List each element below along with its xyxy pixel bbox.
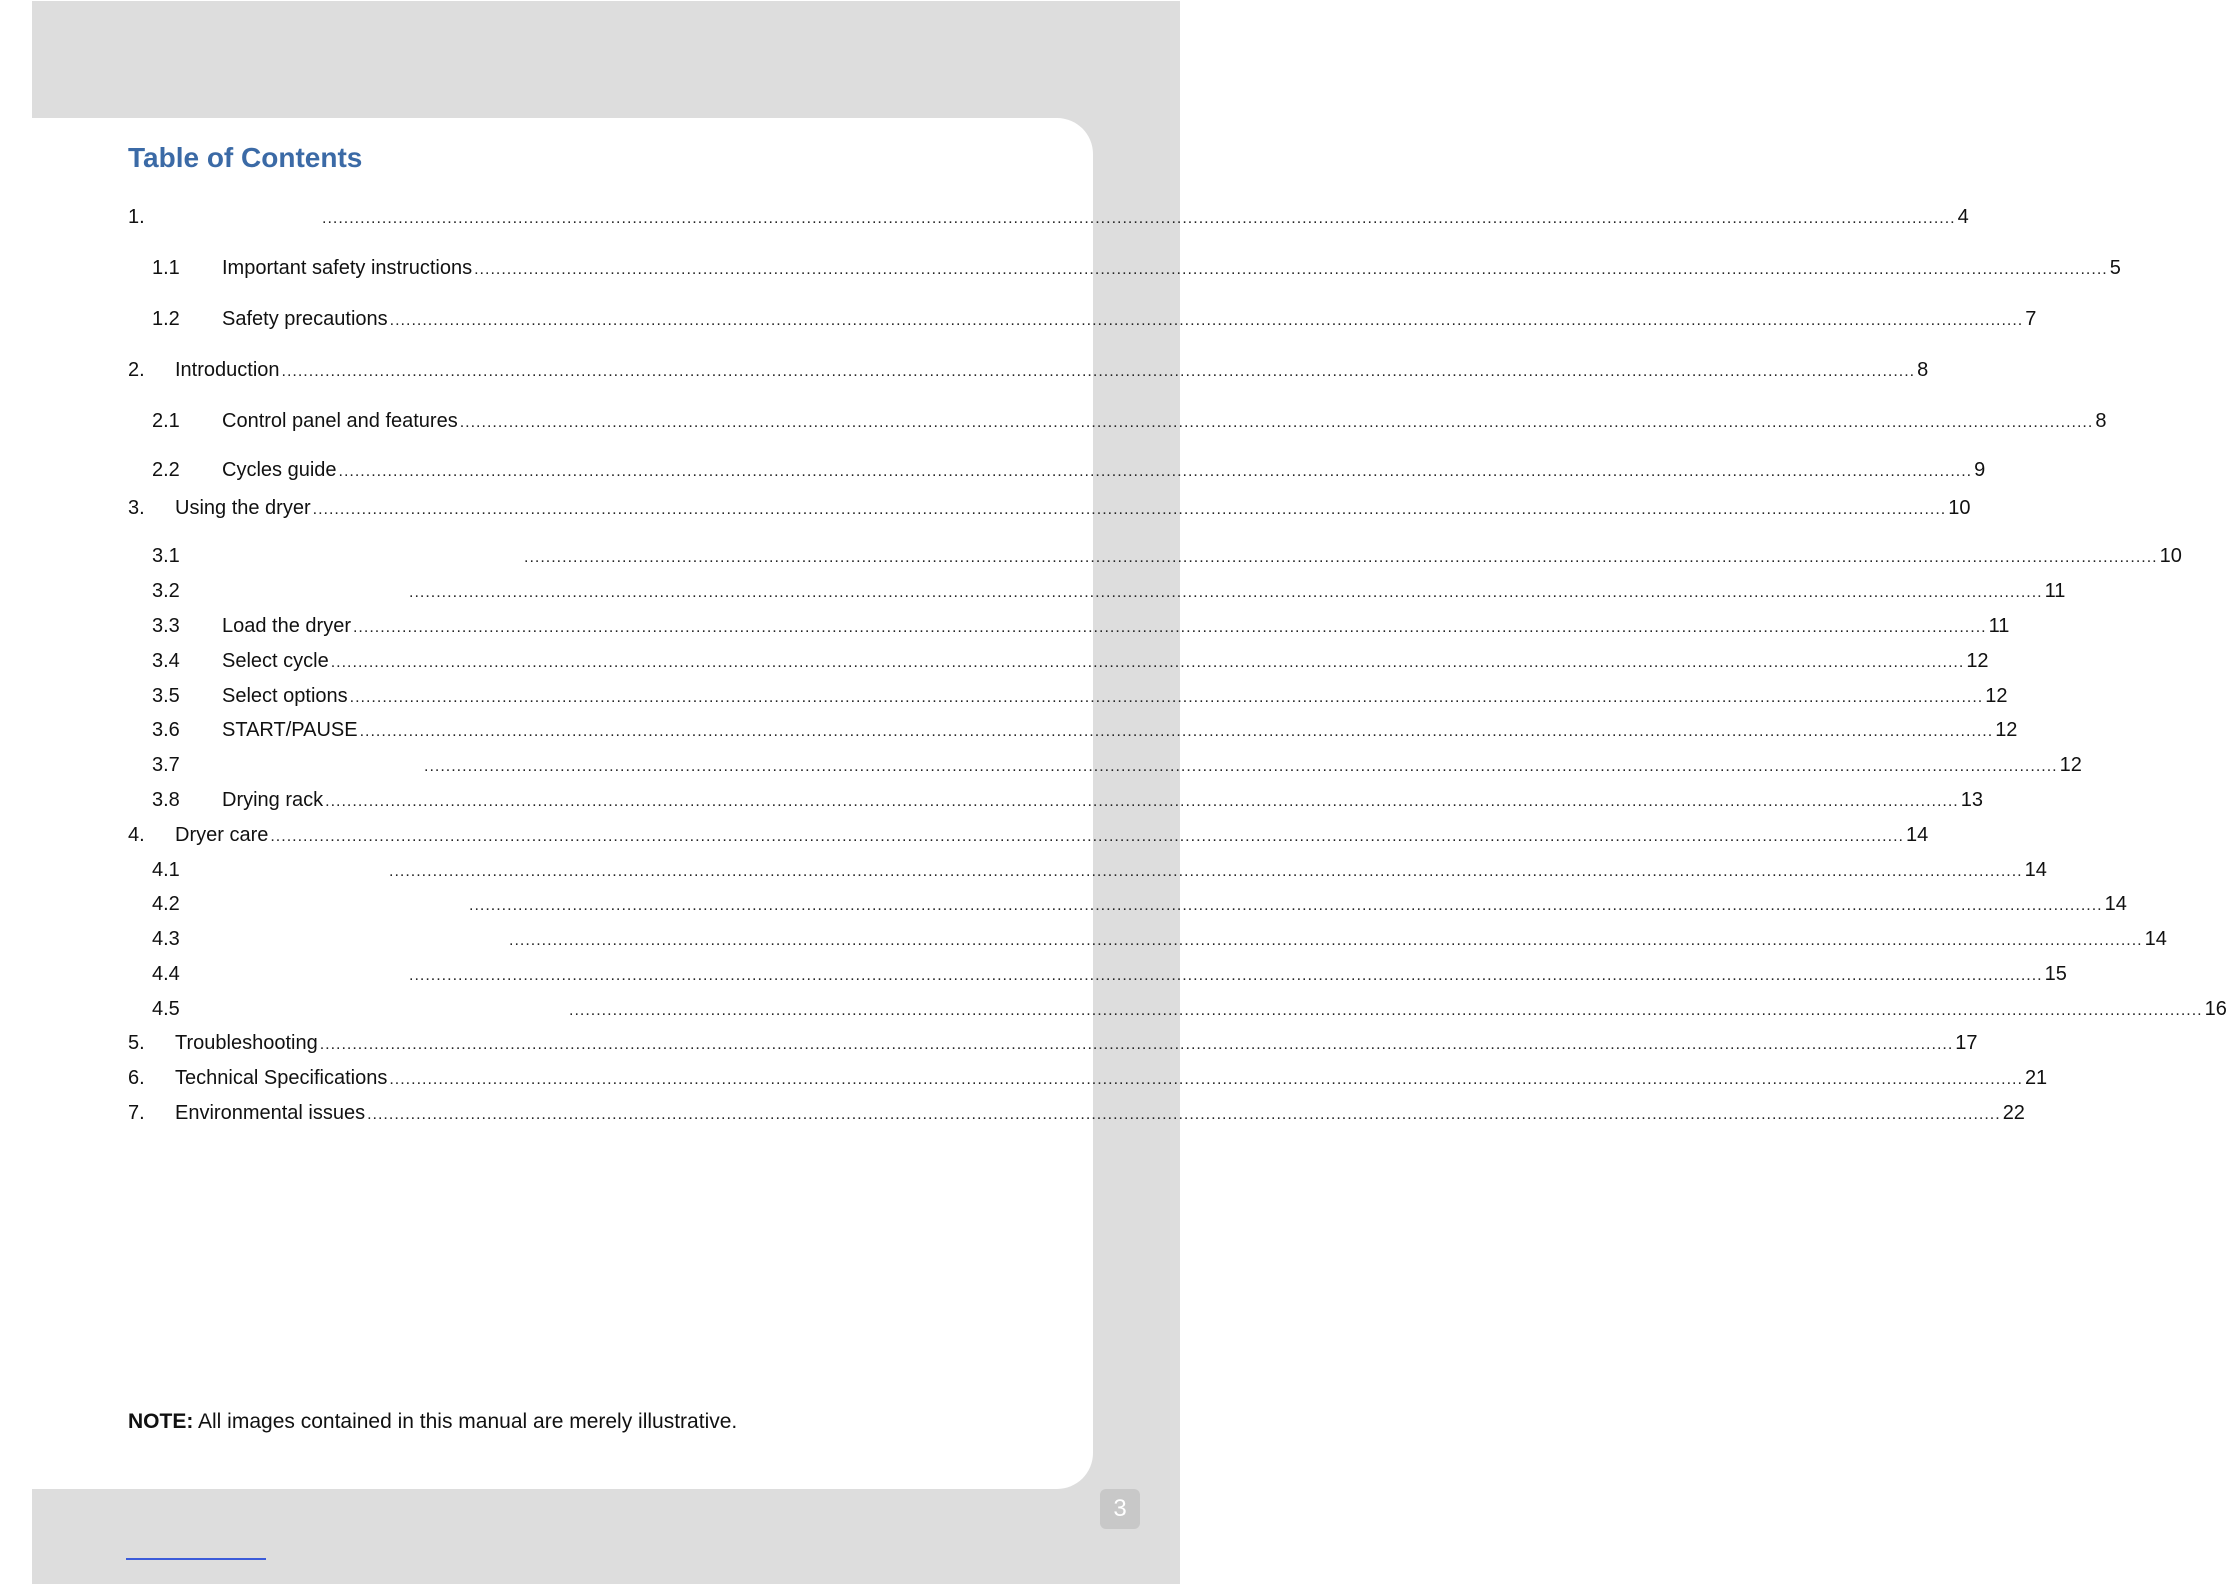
toc-number: 6. — [128, 1067, 145, 1089]
toc-entry[interactable] — [128, 995, 2227, 1023]
toc-number: 3.6 — [152, 719, 180, 741]
toc-page-number: 4 — [1957, 206, 1969, 228]
toc-entry[interactable] — [128, 542, 2182, 570]
toc-label: Dryer care — [175, 824, 269, 846]
toc-entry[interactable] — [128, 254, 2121, 282]
toc-label: Safety precautions — [222, 308, 388, 330]
toc-label: START/PAUSE — [222, 719, 358, 741]
toc-entry[interactable] — [128, 1029, 1978, 1057]
toc-leader-dots: ............................................................................................................................................................................................................................................................................................................ — [325, 793, 1959, 810]
toc-number: 4.4 — [152, 963, 180, 985]
toc-leader-dots: ............................................................................................................................................................................................................................................................................................................ — [409, 967, 2043, 984]
toc-page-number: 14 — [2144, 928, 2167, 950]
toc-page-number: 12 — [1995, 719, 2018, 741]
toc-page-number: 14 — [2104, 893, 2127, 915]
toc-entry[interactable] — [128, 890, 2127, 918]
toc-leader-dots: ............................................................................................................................................................................................................................................................................................................ — [424, 758, 2058, 775]
toc-entry[interactable] — [128, 751, 2082, 779]
toc-entry[interactable] — [128, 356, 1929, 384]
toc-entry[interactable] — [128, 612, 2010, 640]
toc-entry[interactable] — [128, 925, 2167, 953]
toc-leader-dots: ............................................................................................................................................................................................................................................................................................................ — [270, 828, 1904, 845]
toc-leader-dots: ............................................................................................................................................................................................................................................................................................................ — [330, 654, 1965, 671]
toc-number: 3.5 — [152, 685, 180, 707]
toc-number: 2.2 — [152, 459, 180, 481]
toc-page-number: 12 — [1985, 685, 2008, 707]
toc-leader-dots: ............................................................................................................................................................................................................................................................................................................ — [359, 723, 1994, 740]
toc-page-number: 16 — [2204, 998, 2227, 1020]
toc-page-number: 22 — [2002, 1102, 2025, 1124]
toc-page-number: 8 — [2095, 410, 2107, 432]
toc-label: Troubleshooting — [175, 1032, 318, 1054]
toc-page-number: 10 — [1948, 497, 1971, 519]
toc-number: 2.1 — [152, 410, 180, 432]
toc-label: Introduction — [175, 359, 280, 381]
toc-leader-dots: ............................................................................................................................................................................................................................................................................................................ — [349, 689, 1984, 706]
toc-number: 3.3 — [152, 615, 180, 637]
toc-page-number: 12 — [2059, 754, 2082, 776]
toc-page-number: 9 — [1974, 459, 1986, 481]
toc-number: 1.1 — [152, 257, 180, 279]
toc-entry[interactable] — [128, 821, 1929, 849]
toc-entry[interactable] — [128, 577, 2066, 605]
toc-leader-dots: ............................................................................................................................................................................................................................................................................................................ — [312, 501, 1947, 518]
toc-page-number: 17 — [1955, 1032, 1978, 1054]
toc-page-number: 12 — [1966, 650, 1989, 672]
toc-label: Important safety instructions — [222, 257, 473, 279]
toc-label: Drying rack — [222, 789, 324, 811]
toc-entry[interactable] — [128, 682, 2008, 710]
toc-leader-dots: ............................................................................................................................................................................................................................................................................................................ — [524, 549, 2158, 566]
toc-number: 4. — [128, 824, 145, 846]
page-number-badge: 3 — [1100, 1489, 1140, 1529]
toc-page-number: 11 — [2044, 580, 2066, 602]
toc-number: 1.2 — [152, 308, 180, 330]
toc-entry[interactable] — [128, 716, 2018, 744]
toc-label: Control panel and features — [222, 410, 458, 432]
toc-number: 5. — [128, 1032, 145, 1054]
toc-entry[interactable] — [128, 305, 2037, 333]
toc-page-number: 7 — [2025, 308, 2037, 330]
toc-entry[interactable] — [128, 856, 2047, 884]
toc-entry[interactable] — [128, 647, 1989, 675]
toc-leader-dots: ............................................................................................................................................................................................................................................................................................................ — [322, 210, 1956, 227]
toc-leader-dots: ............................................................................................................................................................................................................................................................................................................ — [389, 863, 2023, 880]
toc-number: 4.3 — [152, 928, 180, 950]
toc-leader-dots: ............................................................................................................................................................................................................................................................................................................ — [409, 584, 2043, 601]
toc-number: 3.2 — [152, 580, 180, 602]
toc-label: Load the dryer — [222, 615, 351, 637]
toc-number: 2. — [128, 359, 145, 381]
note-text: All images contained in this manual are merely illustrative. — [193, 1410, 738, 1433]
toc-page-number: 14 — [2024, 859, 2047, 881]
toc-number: 3.4 — [152, 650, 180, 672]
toc-number: 4.2 — [152, 893, 180, 915]
toc-number: 4.5 — [152, 998, 180, 1020]
toc-page-number: 14 — [1905, 824, 1929, 846]
footer-link[interactable] — [126, 1558, 266, 1560]
toc-leader-dots: ............................................................................................................................................................................................................................................................................................................ — [281, 363, 1916, 380]
toc-entry[interactable] — [128, 494, 1971, 522]
toc-number: 3.8 — [152, 789, 180, 811]
toc-entry[interactable] — [128, 786, 1983, 814]
toc-label: Using the dryer — [175, 497, 311, 519]
toc-leader-dots: ............................................................................................................................................................................................................................................................................................................ — [338, 463, 1973, 480]
toc-page-number: 10 — [2159, 545, 2182, 567]
toc-page-number: 5 — [2109, 257, 2121, 279]
toc-page-number: 15 — [2044, 963, 2067, 985]
toc-leader-dots: ............................................................................................................................................................................................................................................................................................................ — [389, 312, 2024, 329]
toc-page-number: 8 — [1917, 359, 1929, 381]
note — [128, 1410, 737, 1434]
toc-label: Select options — [222, 685, 348, 707]
toc-page-number: 13 — [1960, 789, 1983, 811]
toc-leader-dots: ............................................................................................................................................................................................................................................................................................................ — [569, 1002, 2203, 1019]
toc-leader-dots: ............................................................................................................................................................................................................................................................................................................ — [509, 932, 2143, 949]
toc-entry[interactable] — [128, 1099, 2025, 1127]
toc-entry[interactable] — [128, 407, 2107, 435]
toc-leader-dots: ............................................................................................................................................................................................................................................................................................................ — [319, 1036, 1954, 1053]
toc-label: Technical Specifications — [175, 1067, 388, 1089]
toc-leader-dots: ............................................................................................................................................................................................................................................................................................................ — [474, 261, 2108, 278]
toc-page-number: 11 — [1988, 615, 2010, 637]
toc-leader-dots: ............................................................................................................................................................................................................................................................................................................ — [367, 1106, 2001, 1123]
toc-entry[interactable] — [128, 456, 1986, 484]
toc-label: Select cycle — [222, 650, 329, 672]
toc-number: 3.1 — [152, 545, 180, 567]
page-title: Table of Contents — [128, 142, 363, 173]
toc-number: 3.7 — [152, 754, 180, 776]
toc-leader-dots: ............................................................................................................................................................................................................................................................................................................ — [389, 1071, 2023, 1088]
toc-entry[interactable] — [128, 203, 1969, 231]
toc-label: Cycles guide — [222, 459, 337, 481]
toc-entry[interactable] — [128, 1064, 2048, 1092]
toc-page-number: 21 — [2024, 1067, 2048, 1089]
toc-number: 7. — [128, 1102, 145, 1124]
toc-number: 4.1 — [152, 859, 180, 881]
toc-leader-dots: ............................................................................................................................................................................................................................................................................................................ — [459, 414, 2094, 431]
toc-leader-dots: ............................................................................................................................................................................................................................................................................................................ — [352, 619, 1987, 636]
toc-leader-dots: ............................................................................................................................................................................................................................................................................................................ — [469, 897, 2103, 914]
toc-number: 3. — [128, 497, 145, 519]
toc-entry[interactable] — [128, 960, 2067, 988]
toc-label: Environmental issues — [175, 1102, 366, 1124]
note-label: NOTE: — [128, 1410, 194, 1433]
toc-number: 1. — [128, 206, 145, 228]
